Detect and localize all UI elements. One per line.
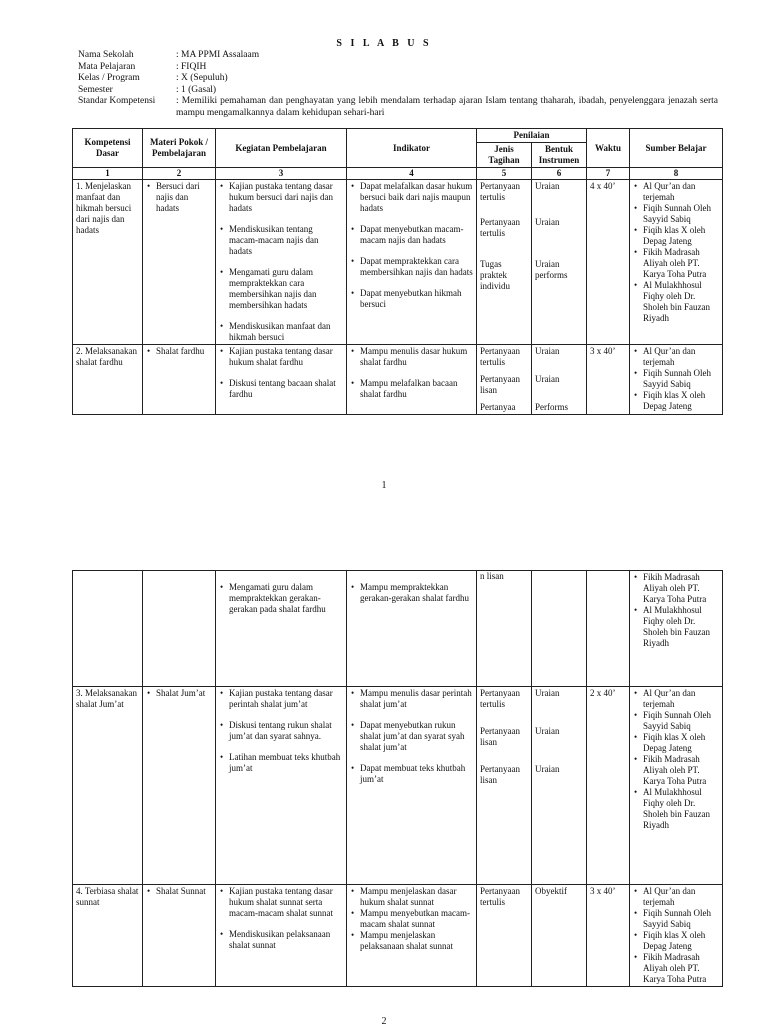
list-item: • Fikih Madrasah Aliyah oleh PT. Karya Toha Putra <box>643 572 719 605</box>
list-item: • Fikih Madrasah Aliyah oleh PT. Karya Toha Putra <box>643 952 719 985</box>
info-label: Semester <box>78 84 113 95</box>
jenis-text: Pertanyaa <box>480 402 516 412</box>
jenis-cell <box>477 687 532 885</box>
list-item: • Fiqih Sunnah Oleh Sayyid Sabiq <box>643 908 719 930</box>
bentuk-text: Performs <box>535 402 568 412</box>
school-info <box>78 50 718 119</box>
bentuk-text: Uraian <box>535 217 560 227</box>
info-value: : 1 (Gasal) <box>176 84 217 95</box>
info-label: Kelas / Program <box>78 73 140 83</box>
column-number-row <box>73 168 723 180</box>
list-item: • Al Mulakhhosul Fiqhy oleh Dr. Sholeh bin Fauzan Riyadh <box>643 280 719 324</box>
list-item: • Kajian pustaka tentang dasar hukum shalat fardhu <box>229 346 343 368</box>
column-number: 4 <box>347 168 477 180</box>
header-bentuk: Bentuk Instrumen <box>532 143 587 168</box>
column-number: 6 <box>532 168 587 180</box>
jenis-text: Pertanyaan tertulis <box>480 217 520 238</box>
info-value: : Memiliki pemahaman dan penghayatan yang lebih mendalam terhadap ajaran Islam tentang thaharah, ibadah, penyelenggara jenazah serta mampu mengamalkannya dalam kehidupan sehari-hari <box>176 96 718 118</box>
bentuk-cell <box>532 687 587 885</box>
list-item: • Mampu menjelaskan pelaksanaan shalat sunnat <box>360 930 473 952</box>
list-item: • Mendiskusikan pelaksanaan shalat sunnat <box>229 929 343 951</box>
jenis-cell: n lisan <box>477 571 532 687</box>
list-item: • Mampu menulis dasar perintah shalat jum’at <box>360 688 473 710</box>
info-value: : FIQIH <box>176 61 207 72</box>
list-item: • Kajian pustaka tentang dasar hukum shalat sunnat serta macam-macam shalat sunnat <box>229 886 343 919</box>
list-item: • Al Mulakhhosul Fiqhy oleh Dr. Sholeh bin Fauzan Riyadh <box>643 787 719 831</box>
list-item: • Dapat menyebutkan rukun shalat jum’at dan syarat syah shalat jum’at <box>360 720 473 753</box>
jenis-cell <box>477 180 532 345</box>
info-row <box>78 85 718 97</box>
list-item: • Shalat fardhu <box>156 346 212 357</box>
indikator-cell <box>347 571 477 687</box>
document-title: S I L A B U S <box>336 38 432 49</box>
list-item: • Al Qur’an dan terjemah <box>643 181 719 203</box>
list-item: • Al Qur’an dan terjemah <box>643 886 719 908</box>
jenis-text: Pertanyaan tertulis <box>480 181 520 202</box>
header-kompetensi: Kompetensi Dasar <box>73 129 143 168</box>
column-number: 5 <box>477 168 532 180</box>
kd-cell: 4. Terbiasa shalat sunnat <box>73 885 143 987</box>
waktu-cell: 3 x 40’ <box>587 345 630 415</box>
info-value: : X (Sepuluh) <box>176 73 228 83</box>
info-row <box>78 73 718 85</box>
list-item: • Kajian pustaka tentang dasar perintah shalat jum’at <box>229 688 343 710</box>
jenis-text: Pertanyaan lisan <box>480 374 520 395</box>
list-item: • Kajian pustaka tentang dasar hukum bersuci dari najis dan hadats <box>229 181 343 214</box>
bentuk-text: Uraian performs <box>535 259 568 280</box>
kd-cell <box>73 571 143 687</box>
list-item: • Mengamati guru dalam mempraktekkan gerakan-gerakan pada shalat fardhu <box>229 582 343 615</box>
table-row <box>73 345 723 415</box>
column-number: 3 <box>216 168 347 180</box>
bentuk-text: Uraian <box>535 688 560 698</box>
syllabus-table-page-1 <box>72 128 723 415</box>
materi-cell <box>143 345 216 415</box>
list-item: • Dapat melafalkan dasar hukum bersuci baik dari najis maupun hadats <box>360 181 473 214</box>
list-item: • Dapat menyebutkan macam-macam najis dan hadats <box>360 224 473 246</box>
info-label: Standar Kompetensi <box>78 96 156 106</box>
table-row <box>73 180 723 345</box>
table-row <box>73 571 723 687</box>
waktu-cell: 2 x 40’ <box>587 687 630 885</box>
list-item: • Diskusi tentang bacaan shalat fardhu <box>229 378 343 400</box>
waktu-cell: 3 x 40’ <box>587 885 630 987</box>
indikator-cell <box>347 345 477 415</box>
info-row <box>78 96 718 119</box>
jenis-cell <box>477 345 532 415</box>
list-item: • Shalat Sunnat <box>156 886 212 897</box>
list-item: • Fiqih Sunnah Oleh Sayyid Sabiq <box>643 710 719 732</box>
kd-cell: 1. Menjelaskan manfaat dan hikmah bersuci dari najis dan hadats <box>73 180 143 345</box>
kegiatan-cell <box>216 571 347 687</box>
bentuk-text: Uraian <box>535 181 560 191</box>
jenis-text: Pertanyaan lisan <box>480 726 520 747</box>
sumber-cell <box>630 571 723 687</box>
header-penilaian: Penilaian <box>477 129 587 143</box>
list-item: • Fikih Madrasah Aliyah oleh PT. Karya Toha Putra <box>643 754 719 787</box>
list-item: • Mampu menulis dasar hukum shalat fardhu <box>360 346 473 368</box>
syllabus-table-page-2 <box>72 570 723 987</box>
jenis-text: Pertanyaan tertulis <box>480 346 520 367</box>
list-item: • Al Qur’an dan terjemah <box>643 688 719 710</box>
sumber-cell <box>630 345 723 415</box>
bentuk-cell <box>532 345 587 415</box>
kegiatan-cell <box>216 885 347 987</box>
list-item: • Fiqih Sunnah Oleh Sayyid Sabiq <box>643 368 719 390</box>
sumber-cell <box>630 687 723 885</box>
list-item: • Fiqih Sunnah Oleh Sayyid Sabiq <box>643 203 719 225</box>
column-number: 8 <box>630 168 723 180</box>
waktu-cell: 4 x 40’ <box>587 180 630 345</box>
jenis-cell: Pertanyaan tertulis <box>477 885 532 987</box>
header-materi: Materi Pokok / Pembelajaran <box>143 129 216 168</box>
column-number: 2 <box>143 168 216 180</box>
bentuk-text: Uraian <box>535 764 560 774</box>
kd-cell: 3. Melaksanakan shalat Jum’at <box>73 687 143 885</box>
table-row <box>73 687 723 885</box>
info-label: Mata Pelajaran <box>78 61 136 72</box>
list-item: • Mengamati guru dalam mempraktekkan cara membersihkan najis dan membersihkan hadats <box>229 267 343 311</box>
header-sumber: Sumber Belajar <box>630 129 723 168</box>
list-item: • Mampu menyebutkan macam-macam shalat sunnat <box>360 908 473 930</box>
bentuk-cell <box>532 180 587 345</box>
materi-cell <box>143 687 216 885</box>
sumber-cell <box>630 180 723 345</box>
list-item: • Dapat mempraktekkan cara membersihkan najis dan hadats <box>360 256 473 278</box>
indikator-cell <box>347 687 477 885</box>
kegiatan-cell <box>216 345 347 415</box>
list-item: • Fikih Madrasah Aliyah oleh PT. Karya Toha Putra <box>643 247 719 280</box>
list-item: • Latihan membuat teks khutbah jum’at <box>229 752 343 774</box>
header-row <box>73 129 723 143</box>
list-item: • Mampu mempraktekkan gerakan-gerakan shalat fardhu <box>360 582 473 604</box>
table-row <box>73 885 723 987</box>
materi-cell <box>143 885 216 987</box>
indikator-cell <box>347 885 477 987</box>
jenis-text: Pertanyaan lisan <box>480 764 520 785</box>
list-item: • Mendiskusikan manfaat dan hikmah bersuci <box>229 321 343 343</box>
column-number: 7 <box>587 168 630 180</box>
list-item: • Al Qur’an dan terjemah <box>643 346 719 368</box>
indikator-cell <box>347 180 477 345</box>
list-item: • Bersuci dari najis dan hadats <box>156 181 212 214</box>
list-item: • Diskusi tentang rukun shalat jum’at dan syarat sahnya. <box>229 720 343 742</box>
page-2 <box>0 560 768 1027</box>
info-row <box>78 50 718 62</box>
kd-cell: 2. Melaksanakan shalat fardhu <box>73 345 143 415</box>
list-item: • Mampu melafalkan bacaan shalat fardhu <box>360 378 473 400</box>
jenis-text: Pertanyaan tertulis <box>480 688 520 709</box>
list-item: • Al Mulakhhosul Fiqhy oleh Dr. Sholeh bin Fauzan Riyadh <box>643 605 719 649</box>
header-jenis: Jenis Tagihan <box>477 143 532 168</box>
list-item: • Mampu menjelaskan dasar hukum shalat sunnat <box>360 886 473 908</box>
materi-cell <box>143 571 216 687</box>
kegiatan-cell <box>216 687 347 885</box>
header-waktu: Waktu <box>587 129 630 168</box>
info-row <box>78 62 718 74</box>
header-kegiatan: Kegiatan Pembelajaran <box>216 129 347 168</box>
page-number: 2 <box>381 1016 387 1027</box>
bentuk-text: Uraian <box>535 374 560 384</box>
page-1 <box>0 0 768 500</box>
column-number: 1 <box>73 168 143 180</box>
info-label: Nama Sekolah <box>78 50 134 60</box>
bentuk-text: Uraian <box>535 726 560 736</box>
list-item: • Shalat Jum’at <box>156 688 212 699</box>
header-indikator: Indikator <box>347 129 477 168</box>
list-item: • Fiqih klas X oleh Depag Jateng <box>643 930 719 952</box>
jenis-text: Tugas praktek individu <box>480 259 511 291</box>
info-value: : MA PPMI Assalaam <box>176 50 260 60</box>
bentuk-cell <box>532 571 587 687</box>
list-item: • Fiqih klas X oleh Depag Jateng <box>643 732 719 754</box>
materi-cell <box>143 180 216 345</box>
kegiatan-cell <box>216 180 347 345</box>
list-item: • Fiqih klas X oleh Depag Jateng <box>643 225 719 247</box>
waktu-cell <box>587 571 630 687</box>
list-item: • Fiqih klas X oleh Depag Jateng <box>643 390 719 412</box>
bentuk-text: Uraian <box>535 346 560 356</box>
page-number: 1 <box>381 480 387 491</box>
list-item: • Mendiskusikan tentang macam-macam najis dan hadats <box>229 224 343 257</box>
list-item: • Dapat menyebutkan hikmah bersuci <box>360 288 473 310</box>
sumber-cell <box>630 885 723 987</box>
list-item: • Dapat membuat teks khutbah jum’at <box>360 763 473 785</box>
bentuk-cell: Obyektif <box>532 885 587 987</box>
